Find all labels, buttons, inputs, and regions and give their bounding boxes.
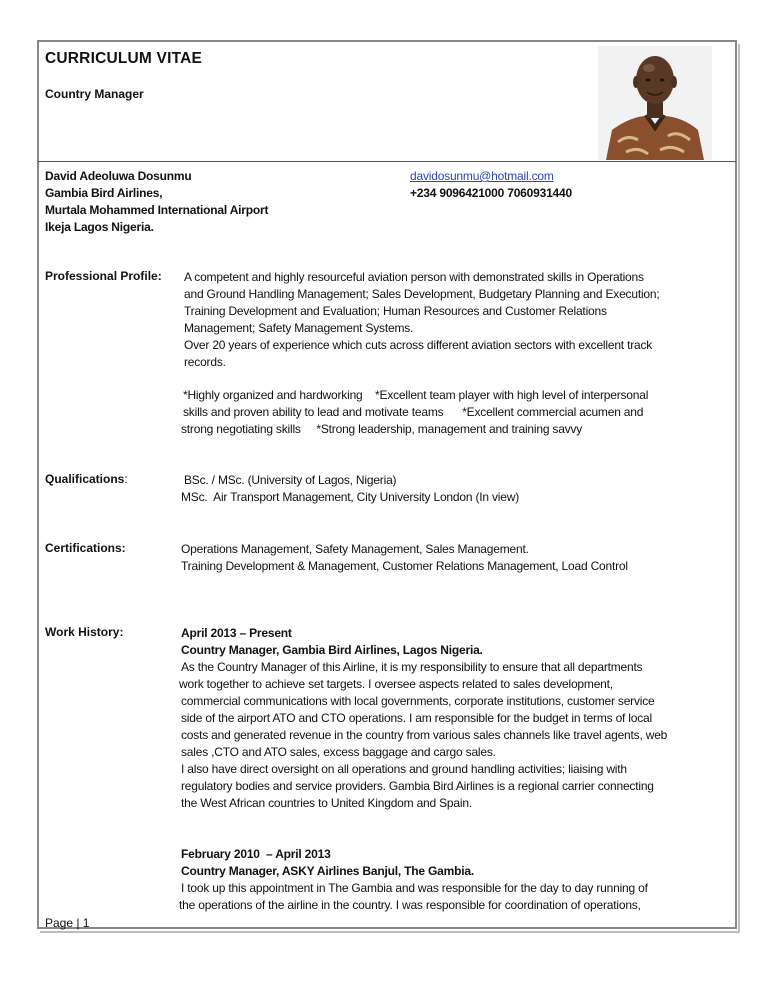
job-period: April 2013 – Present bbox=[181, 626, 292, 640]
job-role: Country Manager, Gambia Bird Airlines, Lagos Nigeria. bbox=[181, 643, 483, 657]
job-description-line: the operations of the airline in the country. I was responsible for coordination of operations, bbox=[179, 898, 641, 912]
skills-line: strong negotiating skills *Strong leadership, management and training savvy bbox=[181, 422, 583, 436]
qualification-item: BSc. / MSc. (University of Lagos, Nigeria) bbox=[184, 473, 397, 487]
certification-item: Operations Management, Safety Management, Sales Management. bbox=[181, 542, 529, 556]
job-role: Country Manager, ASKY Airlines Banjul, The Gambia. bbox=[181, 864, 474, 878]
document-subtitle: Country Manager bbox=[45, 87, 144, 101]
job-description-line: I took up this appointment in The Gambia and was responsible for the day to day running of bbox=[181, 881, 648, 895]
profile-line: and Ground Handling Management; Sales Development, Budgetary Planning and Execution; bbox=[184, 287, 660, 301]
job-description-line: sales ,CTO and ATO sales, excess baggage and cargo sales. bbox=[181, 745, 496, 759]
page-number: Page | 1 bbox=[45, 916, 90, 930]
contact-address-line2: Ikeja Lagos Nigeria. bbox=[45, 220, 154, 234]
job-description-line: costs and generated revenue in the country from various sales channels like travel agents, web bbox=[181, 728, 668, 742]
profile-line: A competent and highly resourceful aviation person with demonstrated skills in Operations bbox=[184, 270, 644, 284]
profile-line: Training Development and Evaluation; Human Resources and Customer Relations bbox=[184, 304, 607, 318]
job-description-line: As the Country Manager of this Airline, it is my responsibility to ensure that all departments bbox=[181, 660, 643, 674]
qualifications-label-text: Qualifications bbox=[45, 472, 125, 486]
skills-line: *Highly organized and hardworking *Excellent team player with high level of interpersonal bbox=[183, 388, 649, 402]
job-description-line: side of the airport ATO and CTO operations. I am responsible for the budget in terms of local bbox=[181, 711, 652, 725]
profile-line: Management; Safety Management Systems. bbox=[184, 321, 414, 335]
phone-numbers: +234 9096421000 7060931440 bbox=[410, 186, 572, 200]
job-description-line: work together to achieve set targets. I oversee aspects related to sales development, bbox=[179, 677, 613, 691]
profile-line: Over 20 years of experience which cuts across different aviation sectors with excellent track bbox=[184, 338, 653, 352]
qualification-item: MSc. Air Transport Management, City University London (In view) bbox=[181, 490, 520, 504]
qualifications-label-colon: : bbox=[124, 472, 128, 486]
header-divider bbox=[38, 161, 736, 162]
profile-photo bbox=[598, 46, 712, 160]
profile-label: Professional Profile: bbox=[45, 269, 162, 283]
email-link[interactable]: davidosunmu@hotmail.com bbox=[410, 169, 554, 183]
certifications-label: Certifications: bbox=[45, 541, 126, 555]
contact-address-line1: Murtala Mohammed International Airport bbox=[45, 203, 269, 217]
qualifications-label bbox=[45, 472, 128, 486]
job-description-line: commercial communications with local governments, corporate institutions, customer service bbox=[181, 694, 655, 708]
work-history-label: Work History: bbox=[45, 625, 124, 639]
document-title: CURRICULUM VITAE bbox=[45, 50, 203, 67]
job-description-line: regulatory bodies and service providers. Gambia Bird Airlines is a regional carrier connecting bbox=[181, 779, 654, 793]
job-description-line: I also have direct oversight on all operations and ground handling activities; liaising with bbox=[181, 762, 627, 776]
contact-company: Gambia Bird Airlines, bbox=[45, 186, 163, 200]
certification-item: Training Development & Management, Customer Relations Management, Load Control bbox=[181, 559, 628, 573]
profile-line: records. bbox=[184, 355, 226, 369]
job-period: February 2010 – April 2013 bbox=[181, 847, 331, 861]
job-description-line: the West African countries to United Kingdom and Spain. bbox=[181, 796, 472, 810]
contact-name: David Adeoluwa Dosunmu bbox=[45, 169, 192, 183]
skills-line: skills and proven ability to lead and motivate teams *Excellent commercial acumen and bbox=[183, 405, 644, 419]
